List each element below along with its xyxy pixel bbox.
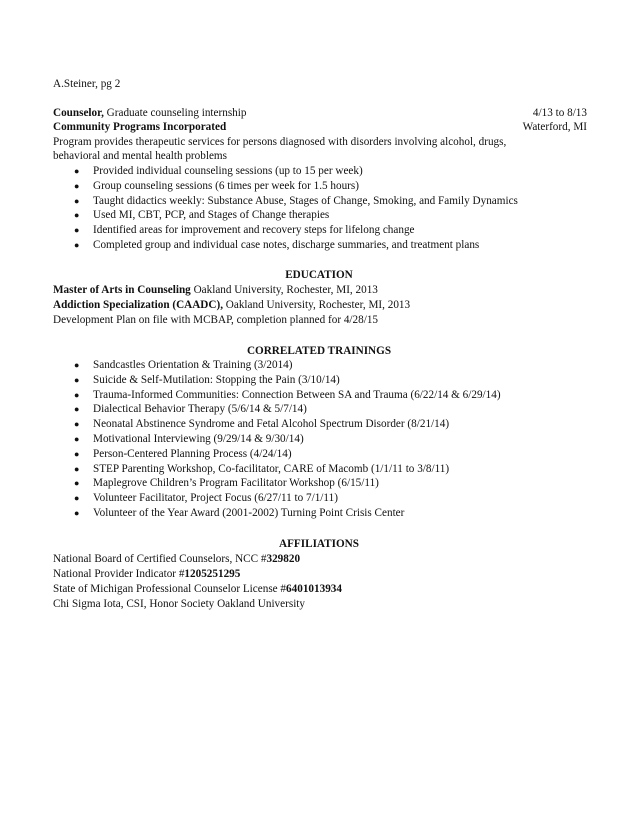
affiliation-ncc-number: 329820	[266, 553, 301, 565]
training-item	[53, 506, 593, 521]
bullet-icon: ●	[74, 195, 80, 206]
affiliation-npi-number: 1205251295	[184, 568, 241, 580]
job-bullet-list	[53, 164, 593, 253]
training-item	[53, 476, 593, 491]
training-item	[53, 373, 593, 388]
training-item-text: STEP Parenting Workshop, Co-facilitator, CARE of Macomb (1/1/11 to 3/8/11)	[93, 462, 450, 475]
training-item-text: Sandcastles Orientation & Training (3/2014)	[93, 359, 293, 371]
bullet-icon: ●	[74, 166, 80, 176]
job-bullet-item-text: Used MI, CBT, PCP, and Stages of Change therapies	[93, 209, 330, 222]
trainings-heading: CORRELATED TRAININGS	[246, 345, 392, 357]
training-item	[53, 388, 593, 403]
bullet-icon: ●	[74, 180, 80, 191]
job-org-row	[53, 120, 587, 134]
affiliation-ncc	[53, 552, 587, 566]
job-bullet-item-text: Completed group and individual case notes, discharge summaries, and treatment plans	[93, 238, 480, 251]
education-degree-1	[53, 283, 587, 297]
bullet-icon: ●	[74, 404, 80, 415]
training-item	[53, 462, 593, 477]
job-bullet-item	[53, 164, 593, 179]
job-subtitle: Graduate counseling internship	[103, 107, 247, 119]
bullet-icon: ●	[74, 389, 80, 400]
affiliation-license-number: 6401013934	[286, 583, 342, 595]
training-item-text: Dialectical Behavior Therapy (5/6/14 & 5/7/14)	[93, 403, 307, 416]
affiliation-npi-text: National Provider Indicator #	[53, 568, 185, 580]
bullet-icon: ●	[74, 433, 80, 444]
job-bullet-item-text: Identified areas for improvement and recovery steps for lifelong change	[93, 224, 415, 237]
affiliations-heading: AFFILIATIONS	[279, 538, 359, 550]
bullet-icon: ●	[74, 507, 80, 518]
training-item	[53, 447, 593, 462]
training-item-text: Volunteer Facilitator, Project Focus (6/27/11 to 7/1/11)	[93, 492, 338, 505]
job-dates: 4/13 to 8/13	[532, 107, 587, 119]
job-bullet-item	[53, 194, 593, 209]
education-heading: EDUCATION	[285, 269, 353, 281]
bullet-icon: ●	[74, 448, 80, 459]
job-title: Counselor,	[53, 107, 104, 119]
bullet-icon: ●	[74, 478, 80, 489]
job-bullet-item-text: Taught didactics weekly: Substance Abuse, Stages of Change, Smoking, and Family Dynamics	[93, 194, 518, 207]
job-organization: Community Programs Incorporated	[53, 121, 227, 133]
bullet-icon: ●	[74, 374, 80, 385]
training-item-text: Suicide & Self-Mutilation: Stopping the Pain (3/10/14)	[93, 373, 340, 386]
training-item-text: Person-Centered Planning Process (4/24/14)	[93, 447, 292, 460]
job-bullet-item-text: Group counseling sessions (6 times per week for 1.5 hours)	[93, 179, 359, 192]
training-item	[53, 491, 593, 506]
job-bullet-item	[53, 208, 593, 223]
job-bullet-item	[53, 238, 593, 253]
job-description: Program provides therapeutic services for persons diagnosed with disorders involving alcohol, drugs, behavioral and mental health problems	[53, 136, 507, 163]
bullet-icon: ●	[74, 493, 80, 504]
bullet-icon: ●	[74, 419, 80, 430]
bullet-icon: ●	[74, 210, 80, 221]
training-item	[53, 402, 593, 417]
training-bullet-list	[53, 358, 593, 521]
job-bullet-item-text: Provided individual counseling sessions (up to 15 per week)	[93, 165, 363, 177]
degree-2-name: Addiction Specialization (CAADC),	[53, 299, 223, 311]
bullet-icon: ●	[74, 360, 80, 370]
job-bullet-item	[53, 223, 593, 238]
training-item-text: Maplegrove Children’s Program Facilitator Workshop (6/15/11)	[93, 477, 379, 490]
training-item-text: Volunteer of the Year Award (2001-2002) Turning Point Crisis Center	[93, 506, 405, 519]
affiliation-honor-society: Chi Sigma Iota, CSI, Honor Society Oakland University	[53, 598, 306, 610]
affiliation-ncc-text: National Board of Certified Counselors, NCC #	[53, 553, 267, 565]
affiliation-license-text: State of Michigan Professional Counselor License #	[53, 583, 287, 595]
degree-1-detail: Oakland University, Rochester, MI, 2013	[190, 284, 378, 296]
training-item-text: Trauma-Informed Communities: Connection Between SA and Trauma (6/22/14 & 6/29/14)	[93, 388, 501, 401]
training-item-text: Motivational Interviewing (9/29/14 & 9/30/14)	[93, 432, 304, 445]
bullet-icon: ●	[74, 463, 80, 474]
training-item	[53, 432, 593, 447]
job-bullet-item	[53, 179, 593, 194]
job-location: Waterford, MI	[522, 121, 587, 133]
degree-2-detail: Oakland University, Rochester, MI, 2013	[223, 299, 411, 311]
education-note: Development Plan on file with MCBAP, completion planned for 4/28/15	[53, 314, 379, 326]
training-item	[53, 417, 593, 432]
bullet-icon: ●	[74, 239, 80, 250]
bullet-icon: ●	[74, 225, 80, 236]
degree-1-name: Master of Arts in Counseling	[53, 284, 191, 296]
job-title-group	[53, 106, 246, 120]
affiliation-license	[53, 582, 587, 596]
training-item	[53, 358, 593, 373]
education-degree-2	[53, 298, 587, 312]
training-item-text: Neonatal Abstinence Syndrome and Fetal Alcohol Spectrum Disorder (8/21/14)	[93, 418, 450, 431]
job-title-row	[53, 106, 587, 120]
page-header: A.Steiner, pg 2	[53, 78, 121, 90]
affiliation-npi	[53, 567, 587, 581]
